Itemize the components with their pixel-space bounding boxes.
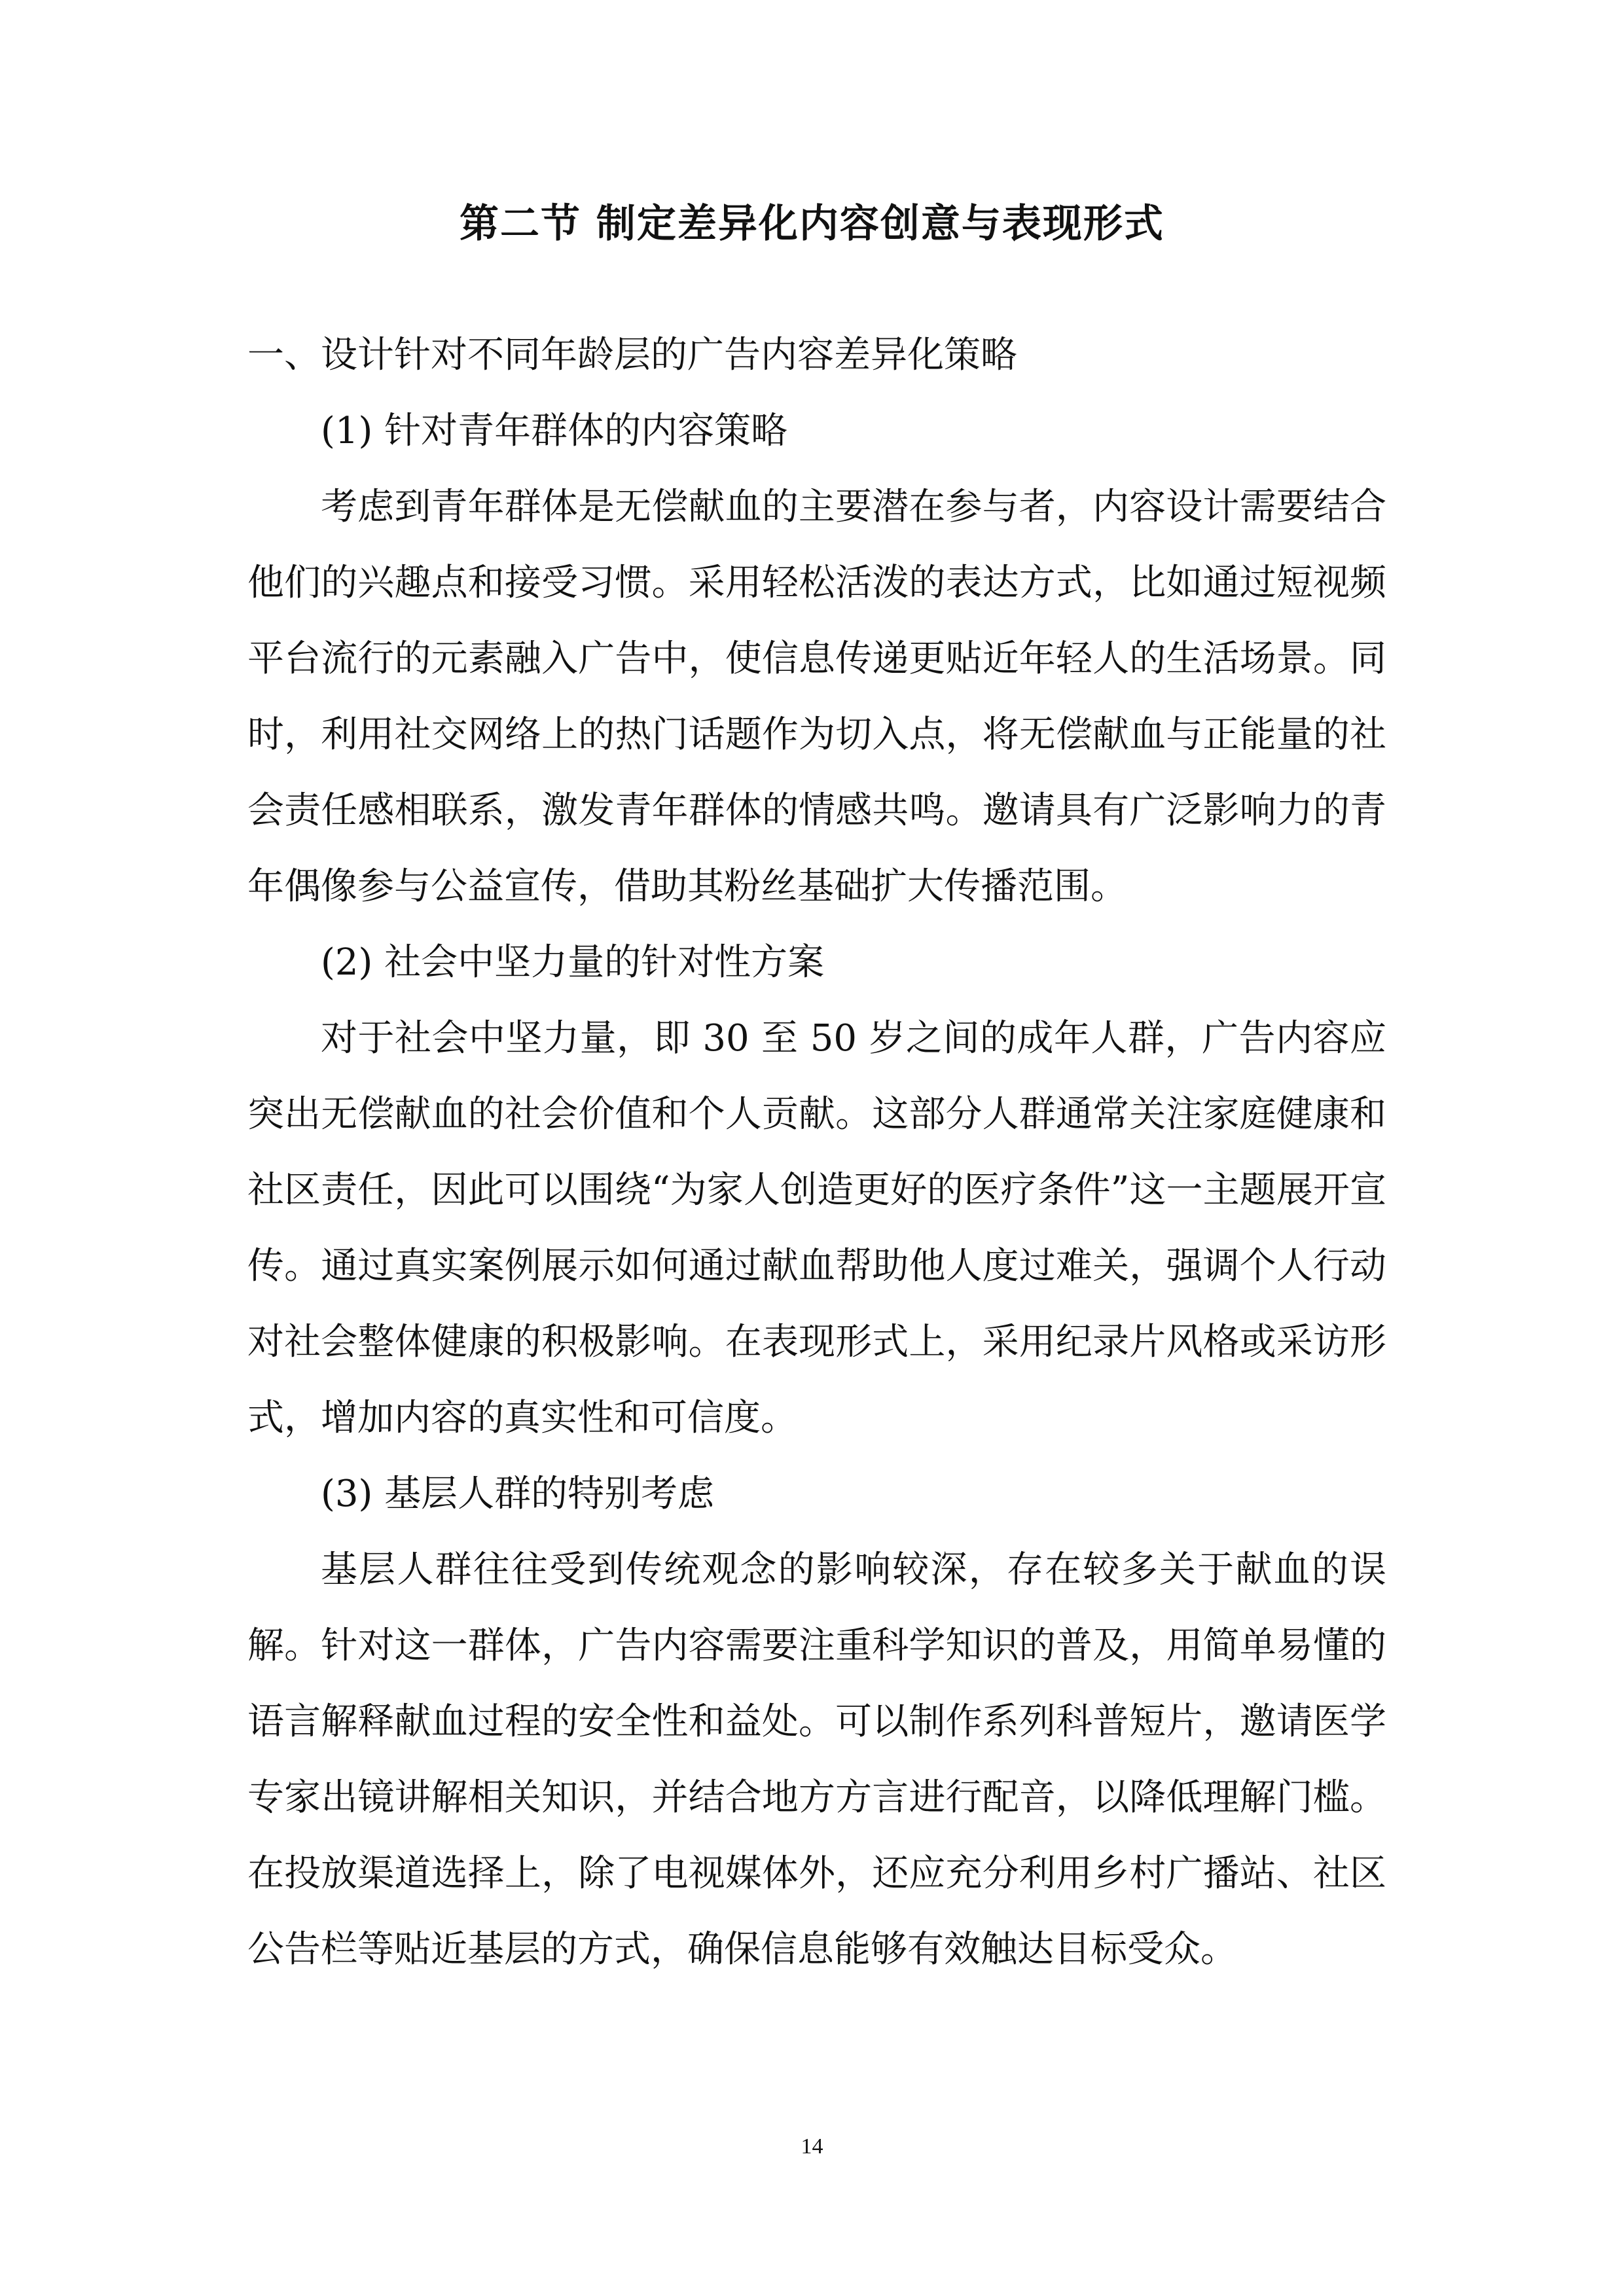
section-title: 第二节 制定差异化内容创意与表现形式 [460,201,1164,247]
subsection-heading-youth: (1) 针对青年群体的内容策略 [321,410,788,452]
heading-1: 一、设计针对不同年龄层的广告内容差异化策略 [247,334,1017,376]
subsection-heading-grassroots: (3) 基层人群的特别考虑 [321,1473,715,1515]
subsection-heading-middle-aged: (2) 社会中坚力量的针对性方案 [321,941,825,984]
paragraph-youth: 考虑到青年群体是无偿献血的主要潜在参与者，内容设计需要结合他们的兴趣点和接受习惯。采用轻松活泼的表达方式，比如通过短视频平台流行的元素融入广告中，使信息传递更贴近年轻人的生活场景。同时，利用社交网络上的热门话题作为切入点，将无偿献血与正能量的社会责任感相联系，激发青年群体的情感共鸣。邀请具有广泛影响力的青年偶像参与公益宣传，借助其粉丝基础扩大传播范围。 [247,486,1386,908]
paragraph-middle-aged: 对于社会中坚力量，即 30 至 50 岁之间的成年人群，广告内容应突出无偿献血的社会价值和个人贡献。这部分人群通常关注家庭健康和社区责任，因此可以围绕“为家人创造更好的医疗条件”这一主题展开宣传。通过真实案例展示如何通过献血帮助他人度过难关，强调个人行动对社会整体健康的积极影响。在表现形式上，采用纪录片风格或采访形式，增加内容的真实性和可信度。 [247,1017,1386,1439]
document-body [247,317,1386,1988]
page-number: 14 [801,2134,823,2159]
paragraph-grassroots: 基层人群往往受到传统观念的影响较深，存在较多关于献血的误解。针对这一群体，广告内容需要注重科学知识的普及，用简单易懂的语言解释献血过程的安全性和益处。可以制作系列科普短片，邀请医学专家出镜讲解相关知识，并结合地方方言进行配音，以降低理解门槛。在投放渠道选择上，除了电视媒体外，还应充分利用乡村广播站、社区公告栏等贴近基层的方式，确保信息能够有效触达目标受众。 [247,1549,1386,1971]
